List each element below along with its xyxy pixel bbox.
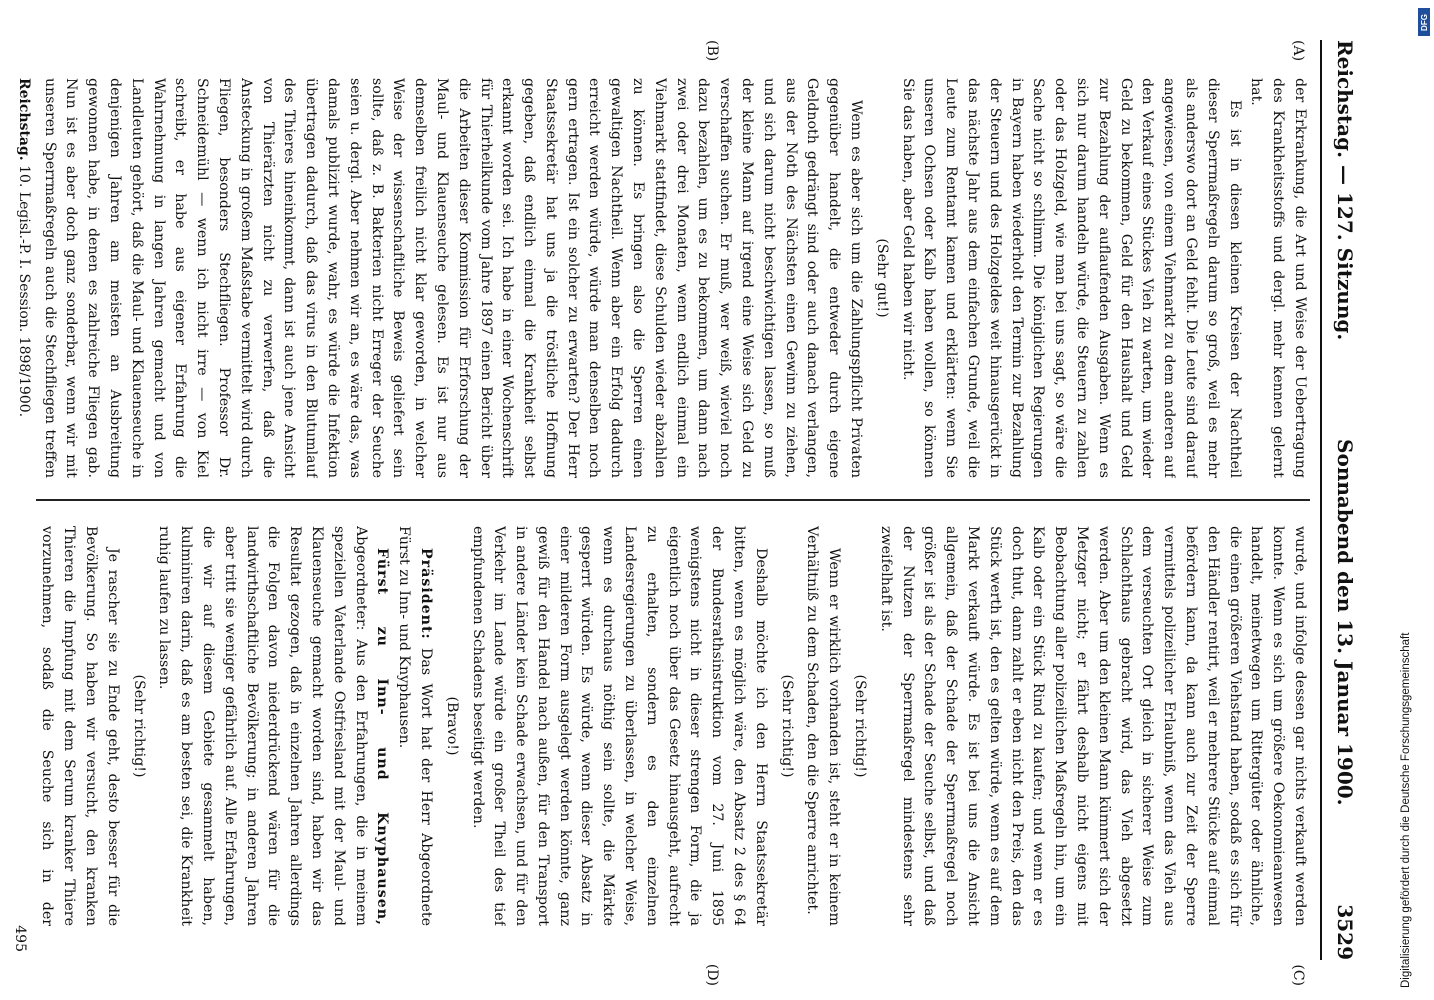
- funding-note: Digitalisierung gefördert durch die Deutsche Forschungsgemeinschaft: [1400, 632, 1412, 988]
- margin-marker-d: (D): [704, 963, 720, 986]
- dfg-logo-text: DFG: [1419, 13, 1429, 31]
- paragraph: der Erkrankung, die Art und Weise der Uebertragung des Krankheitsstoffs und dergl. mehr kennen gelernt hat.: [1248, 78, 1308, 478]
- sheet-number: 495: [12, 925, 28, 952]
- interjection: (Sehr gut!): [873, 238, 890, 318]
- paragraph: Wenn er wirklich vorhanden ist, steht er in keinem Verhältniß zu dem Schaden, den die Sperre anrichtet.: [804, 526, 843, 926]
- column-divider: [36, 499, 1310, 501]
- footer-session: [10, 78, 32, 417]
- paragraph: wurde, und infolge dessen gar nichts verkauft werden konnte. Wenn es sich um größere Oekonomieanwesen handelt, meinetwegen um Rittergüter oder ähnliche, die einen größeren Viehstand haben, sodaß es sich für den Händler rentirt, weil er mehrere Stücke auf einmal befördern kann, da kann auch zur Zeit der Sperre vermittels polizeilicher Erlaubniß, wenn das Vieh aus dem verseuchten Ort gleich in sicherer Weise zum Schlachthaus gebracht wird, das Vieh abgesetzt werden. Aber um den kleinen Mann kümmert sich der Metzger nicht; er fährt deshalb nicht eigens mit Beobachtung aller polizeilichen Maßregeln hin, um ein Kalb oder ein Stück Rind zu kaufen; und wenn er es doch thut, dann zahlt er eben nicht den Preis, den das Stück werth ist, den es gelten würde, wenn es auf dem Markt verkauft würde. Es ist bei uns die Ansicht allgemein, daß der Schade der Sperrmaßregel noch größer ist als der Schade der Seuche selbst, und daß der Nutzen der Sperrmaßregel mindestens sehr zweifelhaft ist.: [877, 526, 1308, 926]
- paragraph: Es ist in diesen kleinen Kreisen der Nachtheil dieser Sperrmaßregeln darum so groß, weil es mehr als anderswo dort an Geld fehlt. Die Leute sind darauf angewiesen, von einem Viehmarkt zu dem anderen auf den Verkauf eines Stückes Vieh zu warten, um wieder Geld zu bekommen, Geld für den Haushalt und Geld zur Bezahlung der auflaufenden Ausgaben. Wenn es sich nur darum handeln würde, die Steuern zu zahlen oder das Holzgeld, wie man bei uns sagt, so wäre die Sache nicht so schlimm. Die königlichen Regierungen in Bayern haben wiederholt den Termin zur Bezahlung der Steuern und des Holzgeldes weit hinausgerückt in das nächste Jahr aus dem einfachen Grunde, weil die Leute zum Rentamt kamen und erklärten: wenn Sie unseren Ochsen oder Kalb haben wollen, so können Sie das haben, aber Geld haben wir nicht.: [899, 78, 1243, 478]
- header-page-number: 3529: [1333, 904, 1357, 960]
- speaker-label: Fürst zu Inn- und Knyphausen,: [374, 548, 391, 926]
- footer-period: 10. Legisl.-P. I. Session. 1898/1900.: [16, 160, 32, 418]
- dfg-logo: [1418, 8, 1430, 36]
- left-column: [36, 78, 1310, 478]
- speech-text: Abgeordneter: Aus den Erfahrungen, die in meinem speziellen Vaterlande Ostfriesland mit der Maul- und Klauenseuche gemacht worden sind, haben wir das Resultat gezogen, daß in einzelnen Jahren allerdings die Folgen davon niederdrückend wären für die landwirthschaftliche Bevölkerung; in anderen Jahren aber tritt sie weniger gefährlich auf. Alle Erfahrungen, die wir auf diesem Gebiete gesammelt haben, kulminiren darin, daß es am besten sei, die Krankheit ruhig laufen zu lassen.: [156, 526, 369, 926]
- paragraph: Deshalb möchte ich den Herrn Staatssekretär bitten, wenn es möglich wäre, den Absatz 2 des § 64 der Bundesrathsinstruktion vom 27. Juni 1895 wenigstens nicht in dieser strengen Form, die ja eigentlich noch über das Gesetz hinausgeht, aufrecht zu erhalten, sondern es den einzelnen Landesregierungen zu überlassen, in welcher Weise, wenn es durchaus nöthig sein sollte, die Märkte gesperrt würden. Es würde, wenn dieser Absatz in einer milderen Form ausgelegt werden könnte, ganz gewiß für den Handel nach außen, für den Transport in andere Länder kein Schade erwachsen, und für den Verkehr im Lande würde ein großer Theil des tief empfundenen Schadens beseitigt werden.: [469, 526, 769, 926]
- margin-marker-c: (C): [1290, 964, 1306, 986]
- margin-marker-b: (B): [704, 40, 720, 62]
- footer-reichstag: Reichstag.: [16, 78, 32, 161]
- interjection: (Sehr richtig!): [852, 674, 869, 778]
- right-column: [36, 526, 1310, 926]
- speaker-label: Präsident:: [417, 548, 434, 640]
- header-session: Reichstag. — 127. Sitzung.: [1333, 40, 1357, 341]
- page-footer: [10, 78, 32, 960]
- speech-text: Das Wort hat der Herr Abgeordnete Fürst zu Inn- und Knyphausen.: [396, 526, 434, 926]
- president-paragraph: [392, 526, 436, 926]
- interjection: (Bravo!): [443, 696, 460, 756]
- interjection: (Sehr richtig!): [778, 674, 795, 778]
- header-date: Sonnabend den 13. Januar 1900.: [1333, 439, 1357, 806]
- interjection: (Sehr richtig!): [130, 674, 147, 778]
- page-header: [1328, 40, 1362, 960]
- paragraph: Wenn es aber sich um die Zahlungspflicht Privaten gegenüber handelt, die entweder durch eigene Geldnoth gedrängt sind oder auch danach verlangen, aus der Noth des Nächsten einen Gewinn zu ziehen, und sich darum nicht beschwichtigen lassen, so muß der kleine Mann auf irgend eine Weise sich Geld zu verschaffen suchen. Er muß, wer weiß, wieviel noch dazu bezahlen, um es zu bekommen, um dann nach zwei oder drei Monaten, wenn endlich einmal ein Viehmarkt stattfindet, diese Schulden wieder abzahlen zu können. Es bringen also die Sperren einen gewaltigen Nachtheil. Wenn aber ein Erfolg dadurch erreicht werden würde, würde man denselben noch gern ertragen. Ist ein solcher zu erwarten? Der Herr Staatssekretär hat uns ja die tröstliche Hoffnung gegeben, daß endlich einmal die Krankheit selbst erkannt worden sei. Ich habe in einer Wochenschrift für Thierheilkunde vom Jahre 1897 einen Bericht über die Arbeiten dieser Kommission für Erforschung der Maul- und Klauenseuche gelesen. Es ist nur aus demselben freilich nicht klar geworden, in welcher Weise der wissenschaftliche Beweis geliefert sein sollte, daß z. B. Bakterien nicht Erreger der Seuche seien u. dergl. Aber nehmen wir an, es wäre das, was damals publizirt wurde, wahr, es würde die Infektion übertragen dadurch, daß das virus in den Blutumlauf des Thieres hineinkommt, dann ist auch jene Ansicht von Thierärzten nicht zu verwerfen, daß die Ansteckung in großem Maßstabe vermittelt wird durch Fliegen, besonders Stechfliegen. Professor Dr. Schneidemühl — wenn ich nicht irre — von Kiel schreibt, er habe aus eigener Erfahrung die Wahrnehmung in langen Jahren gemacht und von Landleuten gehört, daß die Maul- und Klauenseuche in denjenigen Jahren am meisten an Ausbreitung gewonnen habe, in denen es zahlreiche Fliegen gab. Nun ist es aber doch ganz sonderbar, wenn wir mit unseren Sperrmaßregeln auch die Stechfliegen treffen: [41, 78, 865, 478]
- paragraph: Je rascher sie zu Ende geht, desto besser für die Bevölkerung. So haben wir versucht, den kranken Thieren die Impfung mit dem Serum kranker Thiere vorzunehmen, sodaß die Seuche sich in der: [39, 526, 121, 926]
- margin-marker-a: (A): [1290, 40, 1306, 62]
- header-rule: [1320, 40, 1322, 960]
- speaker-paragraph: [153, 526, 393, 926]
